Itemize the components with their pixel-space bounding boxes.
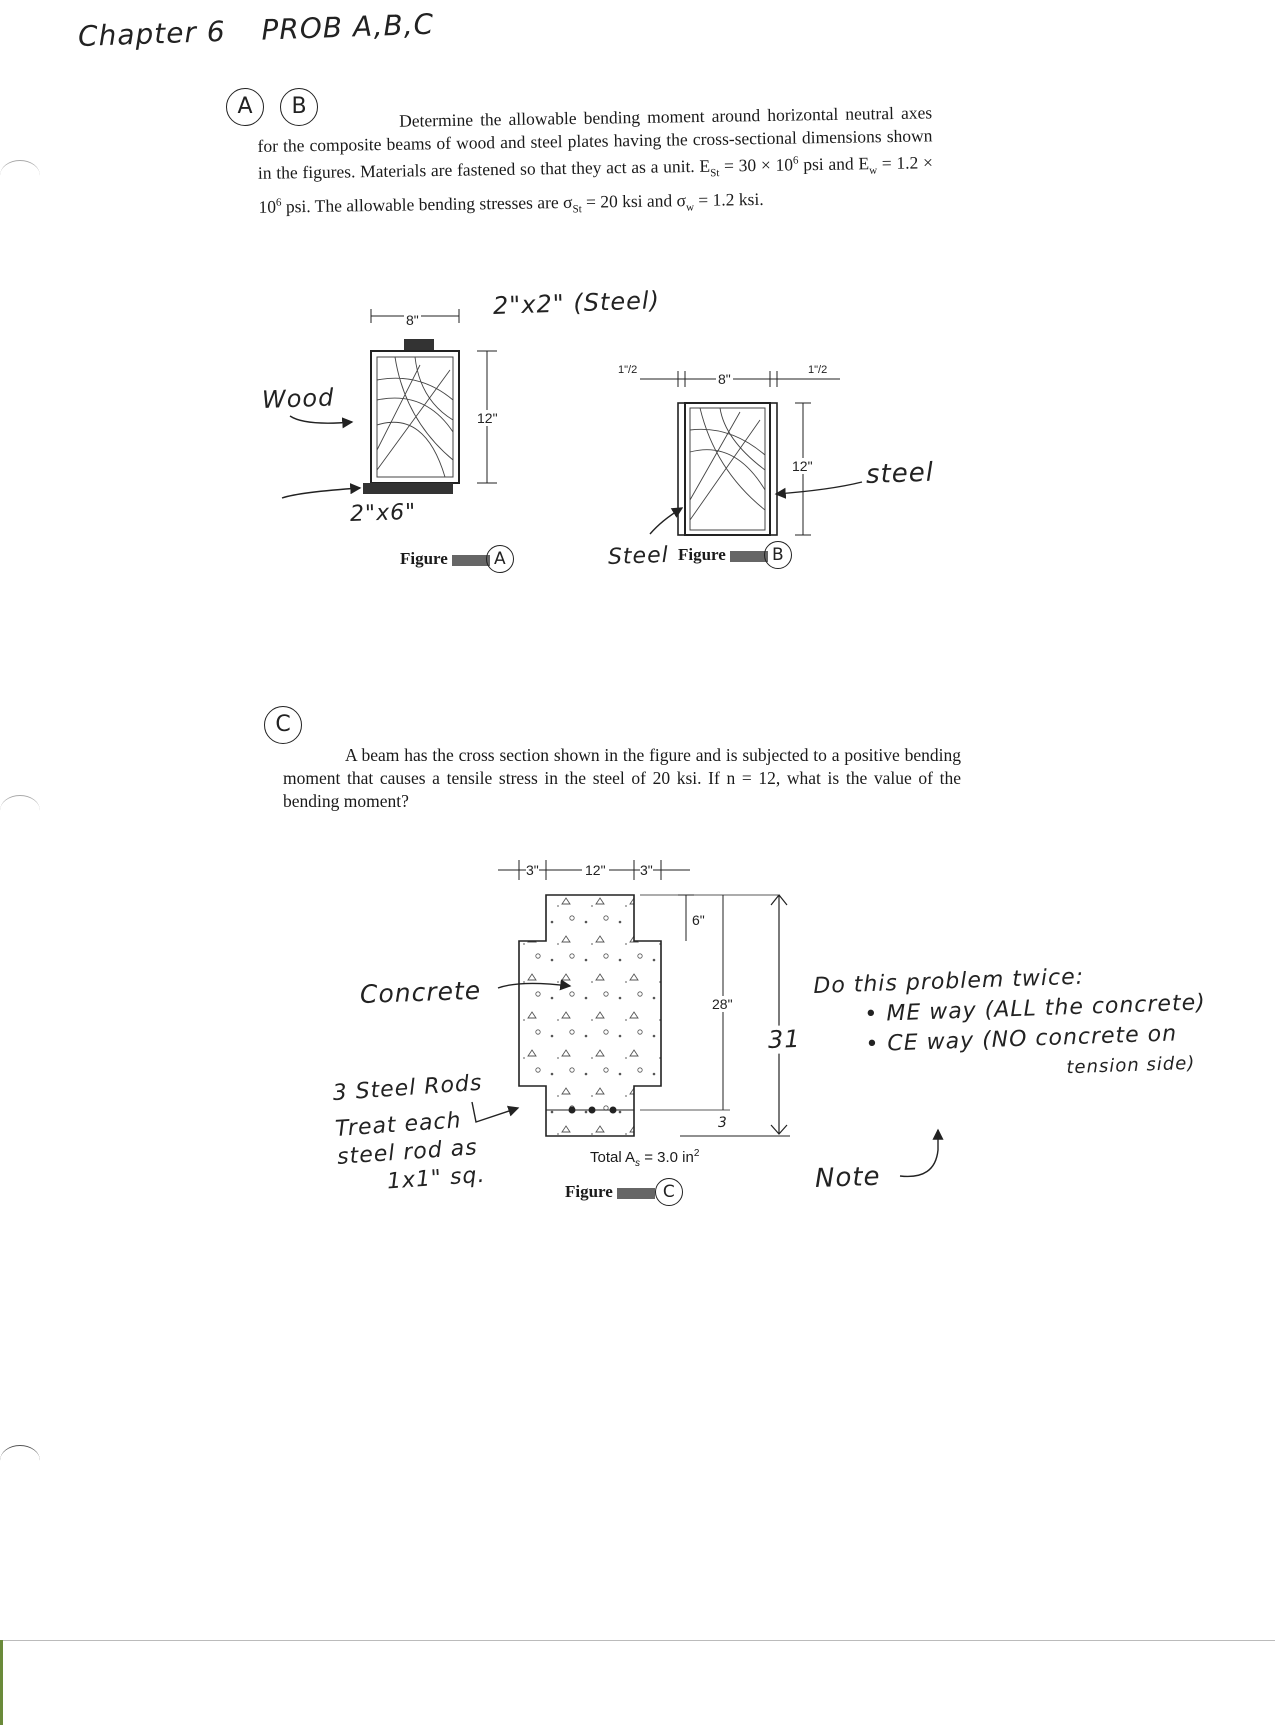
rods-note-line-2: Treat each <box>334 1108 463 1142</box>
figure-a-height-dim: 12" <box>477 410 498 426</box>
circled-c-label: C <box>264 706 302 744</box>
problem-list: PROB A,B,C <box>260 7 435 47</box>
side-note-line-1: Do this problem twice: <box>812 964 1085 1000</box>
figure-c-dim-right: 3" <box>640 862 653 878</box>
rods-note-line-3: steel rod as <box>336 1135 479 1170</box>
figure-c-concrete-note: Concrete <box>359 975 482 1009</box>
figure-c-dim-overall: 31 <box>767 1024 802 1054</box>
problem-ab-text: Determine the allowable bending moment around horizontal neutral axes for the composite beams of wood and steel plates having the cross-sectional dimensions shown in the figures. Materials are fastened so that they act as a unit. $E_{St} = 30 \times 10^6$ psi and $E_w = 1.2 \times 10^6$ psi. The allowable bending stresses are $\sigma_{St} = 20$ ksi and $\sigma_w = 1.2$ ksi. <box>257 102 934 218</box>
figure-c-dim-top: 6" <box>692 912 705 928</box>
figure-c-number-redacted <box>617 1188 655 1199</box>
figure-c-dim-small: 3 <box>717 1114 729 1131</box>
side-note-line-4: tension side) <box>1066 1052 1196 1079</box>
figure-c-dim-left: 3" <box>526 862 539 878</box>
scan-edge-green <box>0 1640 3 1725</box>
circled-b-label: B <box>280 88 318 126</box>
figure-a-wood-note: Wood <box>261 383 335 414</box>
side-note <box>813 958 1208 1092</box>
figure-c-caption: Figure C <box>565 1178 683 1206</box>
figure-b-drawing <box>640 371 862 535</box>
figure-c-total-as: Total $A_s = 3.0$ $in^2$ <box>590 1148 700 1169</box>
figure-c-label: C <box>655 1178 683 1206</box>
figure-b-left-plate-dim: 1"/2 <box>618 364 638 376</box>
figure-b-label: B <box>764 541 792 569</box>
figure-b-number-redacted <box>730 551 768 562</box>
rods-note-line-1: 3 Steel Rods <box>331 1070 484 1107</box>
figure-c-dim-depth: 28" <box>712 996 733 1012</box>
side-note-line-2: • ME way (ALL the concrete) <box>863 990 1207 1028</box>
figure-a-label: A <box>486 545 514 573</box>
scan-edge-line <box>0 1640 1275 1641</box>
side-note-note-label: Note <box>814 1161 882 1194</box>
figure-b-height-dim: 12" <box>792 458 813 474</box>
figure-b-steel-right-note: steel <box>865 457 935 490</box>
figure-b-steel-left-note: Steel <box>607 542 670 570</box>
scan-margin-mark-1 <box>0 160 40 191</box>
figure-a-bottom-note: 2"x6" <box>349 499 417 527</box>
figure-b-right-plate-dim: 1"/2 <box>808 364 828 376</box>
figure-c-rods-note <box>332 1070 490 1200</box>
problem-c-text: A beam has the cross section shown in the figure and is subjected to a positive bending moment that causes a tensile stress in the steel of 20 ksi. If n = 12, what is the value of the bending moment? <box>283 745 961 811</box>
figure-a-width-dim: 8" <box>406 312 419 328</box>
figure-a-caption: Figure A <box>400 545 514 573</box>
figure-c-dim-mid: 12" <box>582 862 609 878</box>
scan-margin-mark-2 <box>0 795 40 826</box>
figure-a-number-redacted <box>452 555 490 566</box>
scan-margin-mark-3 <box>0 1445 40 1476</box>
side-note-line-3: • CE way (NO concrete on <box>865 1021 1178 1058</box>
figure-b-caption: Figure B <box>678 541 792 569</box>
rods-note-line-4: 1x1" sq. <box>386 1162 487 1195</box>
figure-b-width-dim: 8" <box>718 371 731 387</box>
figure-a-steel-note: 2"x2" (Steel) <box>492 286 661 320</box>
chapter-label: Chapter 6 <box>77 14 227 53</box>
circled-a-label: A <box>226 88 264 126</box>
